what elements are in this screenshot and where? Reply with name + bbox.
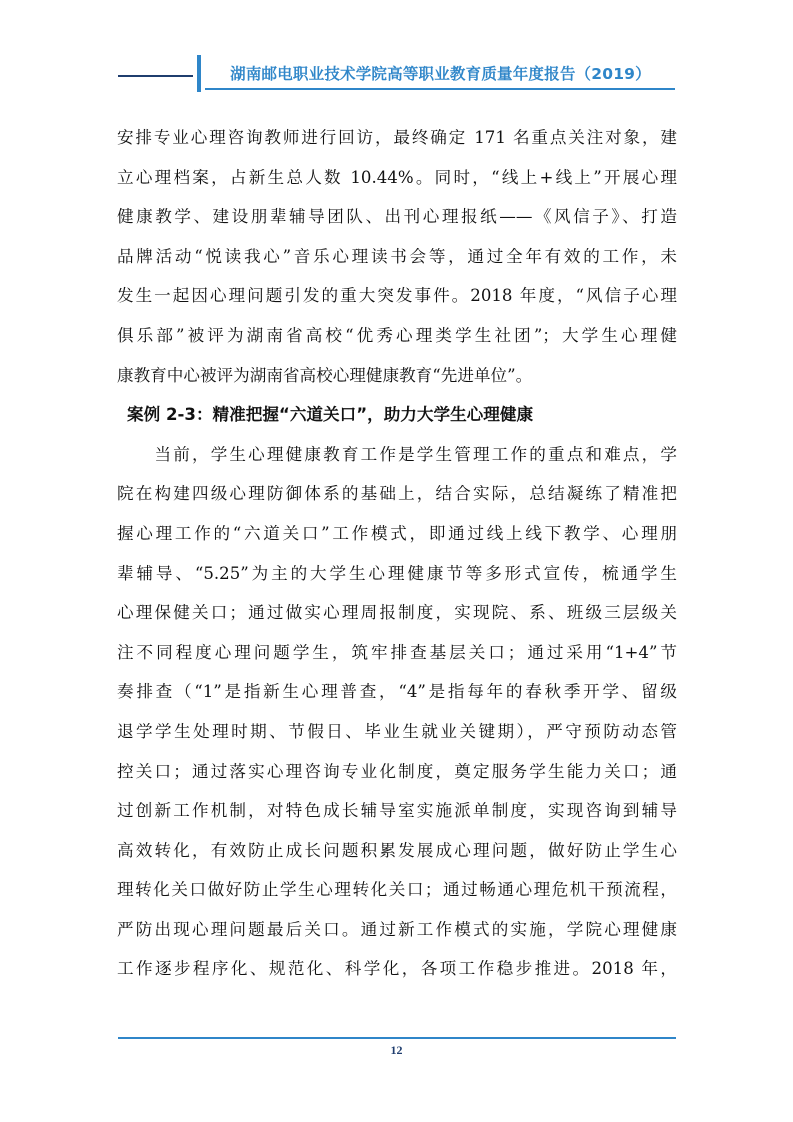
text-line: 握心理工作的“六道关口”工作模式，即通过线上线下教学、心理朋 xyxy=(117,523,677,543)
paragraph-1 xyxy=(117,118,677,395)
text-line: 退学学生处理时期、节假日、毕业生就业关键期），严守预防动态管 xyxy=(117,721,677,741)
text-line: 严防出现心理问题最后关口。通过新工作模式的实施，学院心理健康 xyxy=(117,919,677,939)
text-line: 当前，学生心理健康教育工作是学生管理工作的重点和难点，学 xyxy=(117,444,677,464)
text-line: 注不同程度心理问题学生，筑牢排查基层关口；通过采用“1+4”节 xyxy=(117,642,677,662)
footer-rule xyxy=(118,1037,676,1039)
text-line: 院在构建四级心理防御体系的基础上，结合实际，总结凝练了精准把 xyxy=(117,484,677,504)
case-heading: 案例 2-3：精准把握“六道关口”，助力大学生心理健康 xyxy=(127,405,534,425)
text-line: 理转化关口做好防止学生心理转化关口；通过畅通心理危机干预流程， xyxy=(117,880,677,900)
text-line: 辈辅导、“5.25”为主的大学生心理健康节等多形式宣传，梳通学生 xyxy=(117,563,677,583)
text-line: 高效转化，有效防止成长问题积累发展成心理问题，做好防止学生心 xyxy=(117,840,677,860)
text-line: 过创新工作机制，对特色成长辅导室实施派单制度，实现咨询到辅导 xyxy=(117,801,677,821)
header-title: 湖南邮电职业技术学院高等职业教育质量年度报告（2019） xyxy=(230,65,651,83)
text-line: 发生一起因心理问题引发的重大突发事件。2018 年度，“风信子心理 xyxy=(117,286,677,306)
text-line: 控关口；通过落实心理咨询专业化制度，奠定服务学生能力关口；通 xyxy=(117,761,677,781)
page-number: 12 xyxy=(390,1043,403,1057)
header-accent-bar xyxy=(197,55,201,92)
text-line: 安排专业心理咨询教师进行回访，最终确定 171 名重点关注对象，建 xyxy=(117,128,677,147)
text-line: 心理保健关口；通过做实心理周报制度，实现院、系、班级三层级关 xyxy=(117,603,677,623)
page-body xyxy=(117,118,677,989)
text-line: 工作逐步程序化、规范化、科学化，各项工作稳步推进。2018 年， xyxy=(117,959,677,979)
paragraph-2 xyxy=(117,435,677,989)
text-line: 品牌活动“悦读我心”音乐心理读书会等，通过全年有效的工作，未 xyxy=(117,246,677,266)
header-rule-right xyxy=(205,88,675,90)
header-rule-left xyxy=(118,75,193,77)
text-line: 立心理档案，占新生总人数 10.44%。同时，“线上+线上”开展心理 xyxy=(117,167,677,187)
text-line: 健康教学、建设朋辈辅导团队、出刊心理报纸——《风信子》、打造 xyxy=(117,207,677,227)
text-line: 奏排查（“1”是指新生心理普查，“4”是指每年的春秋季开学、留级 xyxy=(117,682,677,702)
text-line: 俱乐部”被评为湖南省高校“优秀心理类学生社团”；大学生心理健 xyxy=(117,325,677,345)
text-line: 康教育中心被评为湖南省高校心理健康教育“先进单位”。 xyxy=(117,365,533,385)
